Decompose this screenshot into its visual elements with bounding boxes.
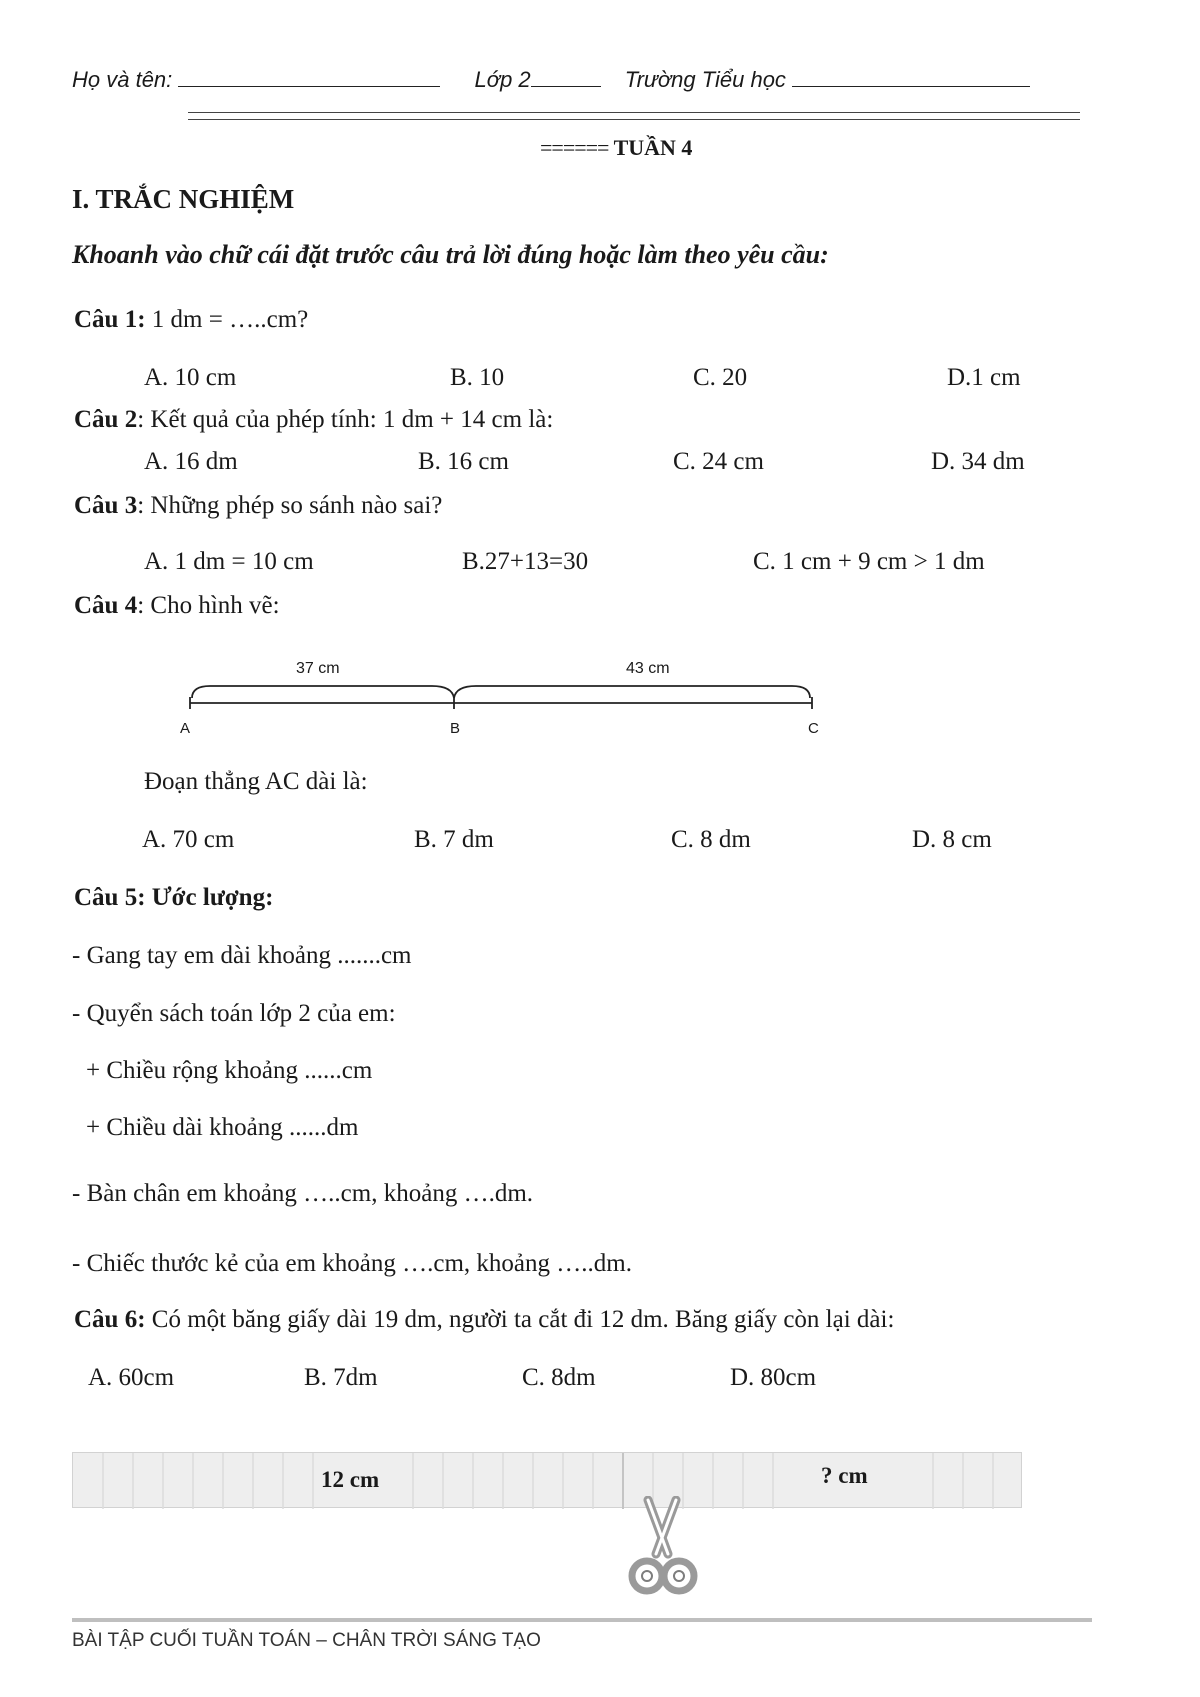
name-blank bbox=[178, 66, 440, 87]
q3-option-c[interactable]: C. 1 cm + 9 cm > 1 dm bbox=[753, 548, 985, 575]
class-blank bbox=[531, 66, 601, 87]
name-label: Họ và tên: bbox=[72, 67, 173, 92]
q4-option-b[interactable]: B. 7 dm bbox=[414, 826, 494, 853]
q3-option-b[interactable]: B.27+13=30 bbox=[462, 548, 589, 575]
q6-option-a[interactable]: A. 60cm bbox=[88, 1364, 175, 1391]
estimate-line-1: - Gang tay em dài khoảng .......cm bbox=[72, 942, 412, 969]
q6-option-d[interactable]: D. 80cm bbox=[730, 1364, 817, 1391]
week-title bbox=[540, 135, 692, 161]
paper-strip bbox=[72, 1452, 1022, 1508]
point-c-label: C bbox=[808, 720, 819, 737]
brace-bc bbox=[454, 686, 810, 698]
scissors-icon bbox=[618, 1496, 708, 1600]
q4-label: Câu 4 bbox=[74, 592, 138, 619]
week-prefix: ====== bbox=[540, 135, 609, 160]
instruction: Khoanh vào chữ cái đặt trước câu trả lời đúng hoặc làm theo yêu cầu: bbox=[72, 240, 829, 269]
school-blank bbox=[792, 66, 1030, 87]
q2-text: : Kết quả của phép tính: 1 dm + 14 cm là: bbox=[137, 406, 554, 433]
q2-label: Câu 2 bbox=[74, 406, 138, 433]
brace-ab bbox=[192, 686, 454, 698]
q6-option-c[interactable]: C. 8dm bbox=[522, 1364, 596, 1391]
q1-option-b[interactable]: B. 10 bbox=[450, 364, 505, 391]
footer-divider bbox=[72, 1618, 1092, 1622]
q4-option-a[interactable]: A. 70 cm bbox=[142, 826, 235, 853]
estimate-line-5: - Bàn chân em khoảng …..cm, khoảng ….dm. bbox=[72, 1180, 534, 1207]
question-6 bbox=[74, 1306, 894, 1334]
segment-figure bbox=[180, 676, 820, 716]
q2-option-b[interactable]: B. 16 cm bbox=[418, 448, 509, 475]
q2-option-c[interactable]: C. 24 cm bbox=[673, 448, 764, 475]
estimate-line-6: - Chiếc thước kẻ của em khoảng ….cm, khoảng …..dm. bbox=[72, 1250, 632, 1277]
strip-right-label: ? cm bbox=[821, 1463, 868, 1488]
question-2 bbox=[74, 406, 553, 434]
point-b-label: B bbox=[450, 720, 461, 737]
q6-text: Có một băng giấy dài 19 dm, người ta cắt đi 12 dm. Băng giấy còn lại dài: bbox=[145, 1306, 895, 1333]
q1-text: 1 dm = …..cm? bbox=[145, 306, 309, 333]
q2-option-d[interactable]: D. 34 dm bbox=[931, 448, 1025, 475]
estimate-line-4: + Chiều dài khoảng ......dm bbox=[86, 1114, 359, 1141]
q1-option-a[interactable]: A. 10 cm bbox=[144, 364, 237, 391]
q2-option-a[interactable]: A. 16 dm bbox=[144, 448, 238, 475]
q4-text: : Cho hình vẽ: bbox=[137, 592, 280, 619]
school-label: Trường Tiểu học bbox=[624, 67, 786, 92]
question-3 bbox=[74, 492, 442, 520]
class-label: Lớp 2 bbox=[474, 67, 531, 92]
q3-text: : Những phép so sánh nào sai? bbox=[137, 492, 443, 519]
strip-segments bbox=[73, 1453, 1023, 1509]
footer-text: BÀI TẬP CUỐI TUẦN TOÁN – CHÂN TRỜI SÁNG TẠO bbox=[72, 1630, 541, 1651]
q6-label: Câu 6: bbox=[74, 1306, 146, 1333]
q1-option-c[interactable]: C. 20 bbox=[693, 364, 748, 391]
section-title: I. TRẮC NGHIỆM bbox=[72, 184, 295, 214]
segment-bc-length: 43 cm bbox=[626, 660, 670, 677]
q5-label: Câu 5: Ước lượng: bbox=[74, 884, 274, 911]
q3-label: Câu 3 bbox=[74, 492, 138, 519]
q4-option-c[interactable]: C. 8 dm bbox=[671, 826, 751, 853]
strip-left-label: 12 cm bbox=[321, 1467, 380, 1492]
question-1 bbox=[74, 306, 308, 334]
question-4 bbox=[74, 592, 280, 620]
week-label: TUẦN 4 bbox=[613, 135, 693, 160]
q4-prompt: Đoạn thẳng AC dài là: bbox=[144, 768, 368, 795]
estimate-line-2: - Quyển sách toán lớp 2 của em: bbox=[72, 1000, 396, 1027]
q1-option-d[interactable]: D.1 cm bbox=[947, 364, 1021, 391]
segment-ab-length: 37 cm bbox=[296, 660, 340, 677]
header-divider bbox=[188, 112, 1080, 120]
q4-option-d[interactable]: D. 8 cm bbox=[912, 826, 992, 853]
estimate-line-3: + Chiều rộng khoảng ......cm bbox=[86, 1057, 373, 1084]
q3-option-a[interactable]: A. 1 dm = 10 cm bbox=[144, 548, 314, 575]
q6-option-b[interactable]: B. 7dm bbox=[304, 1364, 378, 1391]
point-a-label: A bbox=[180, 720, 191, 737]
question-5 bbox=[74, 884, 273, 912]
q1-label: Câu 1: bbox=[74, 306, 146, 333]
header-row bbox=[72, 66, 1030, 93]
